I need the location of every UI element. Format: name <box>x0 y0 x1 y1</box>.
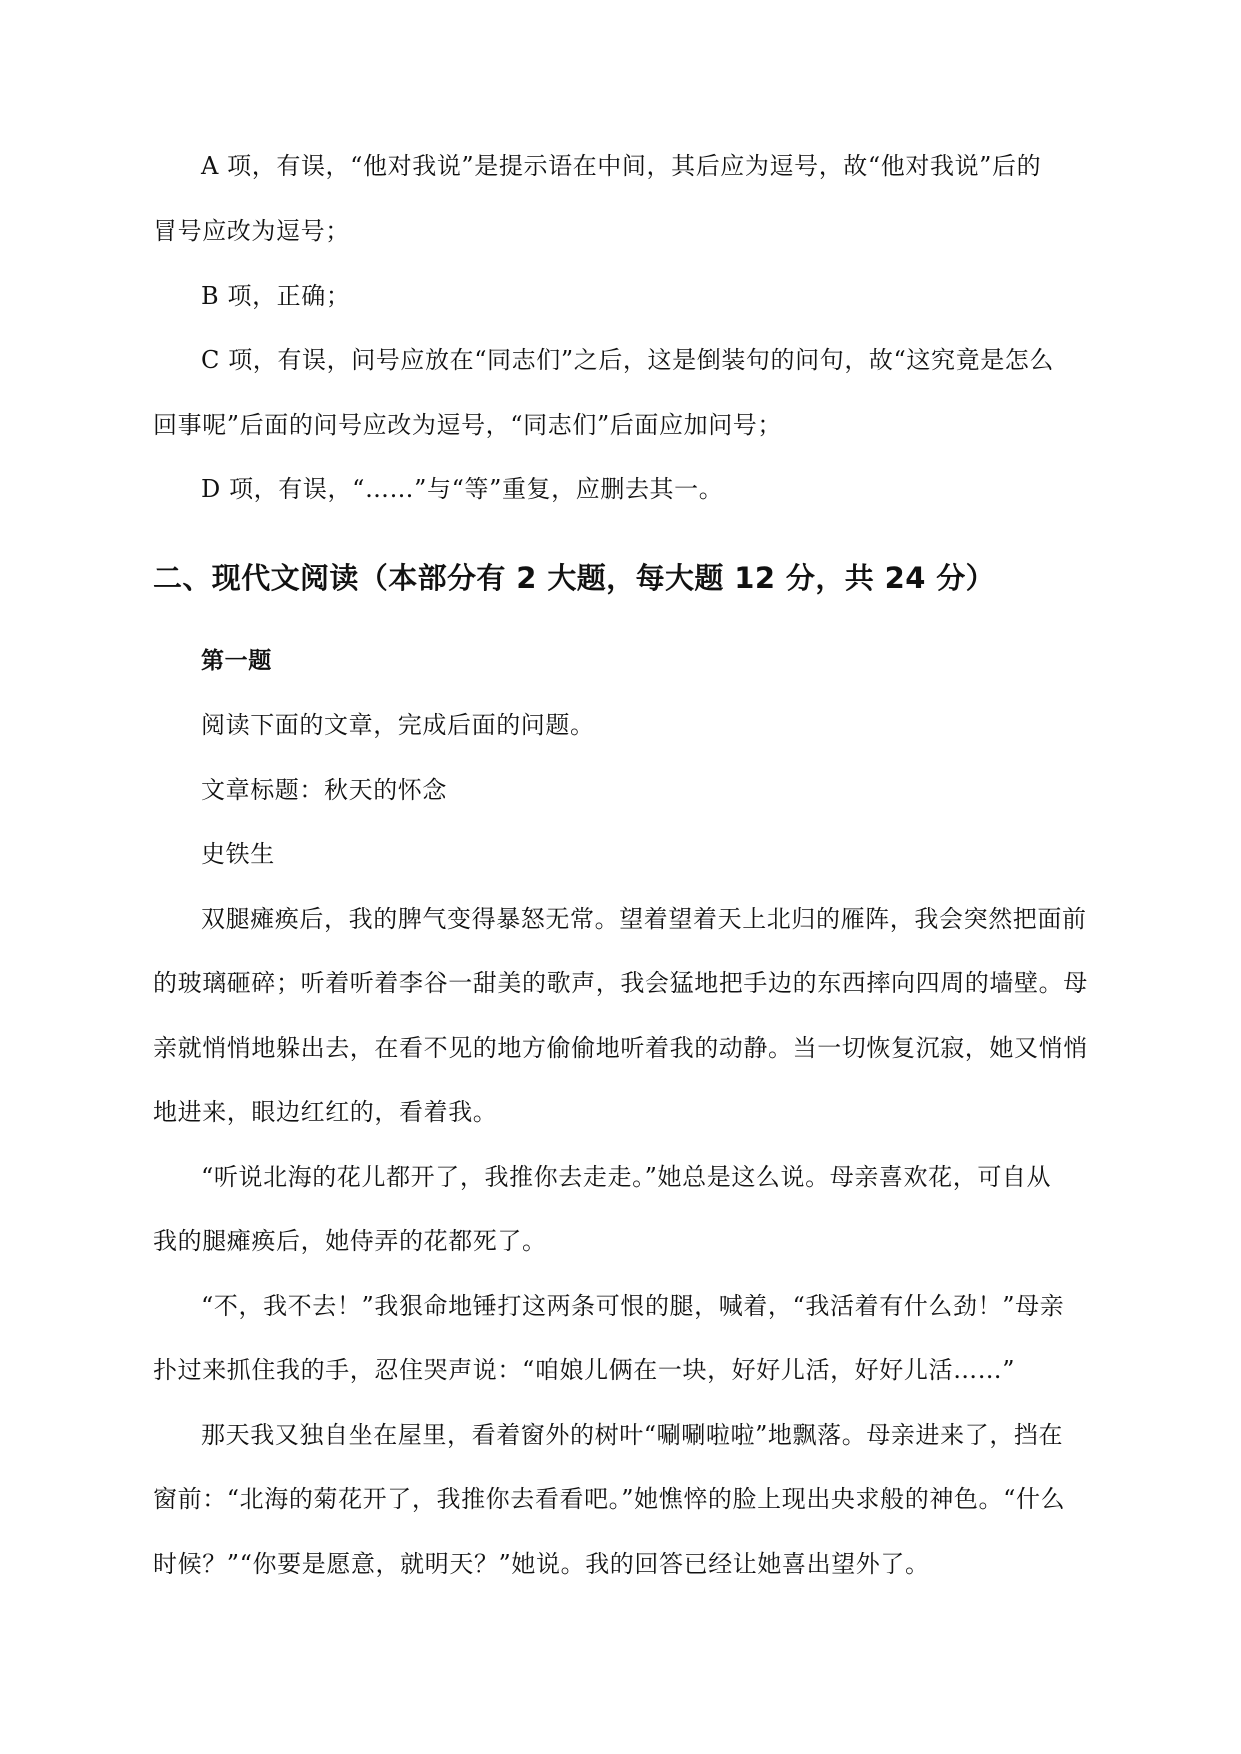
paragraph-4-line2: 窗前：“北海的菊花开了，我推你去看看吧。”她憔悴的脸上现出央求般的神色。“什么 <box>153 1485 1066 1513</box>
question-label: 第一题 <box>201 648 272 674</box>
analysis-option-a-line2: 冒号应改为逗号； <box>153 217 350 245</box>
paragraph-1-line4: 地进来，眼边红红的，看着我。 <box>153 1098 498 1126</box>
paragraph-1-line1: 双腿瘫痪后，我的脾气变得暴怒无常。望着望着天上北归的雁阵，我会突然把面前 <box>201 905 1087 933</box>
paragraph-3-line1: “不，我不去！”我狠命地锤打这两条可恨的腿，喊着，“我活着有什么劲！”母亲 <box>201 1292 1065 1320</box>
paragraph-3-line2: 扑过来抓住我的手，忍住哭声说：“咱娘儿俩在一块，好好儿活，好好儿活……” <box>153 1356 1016 1384</box>
paragraph-2-line2: 我的腿瘫痪后，她侍弄的花都死了。 <box>153 1227 547 1255</box>
article-author: 史铁生 <box>201 840 275 868</box>
paragraph-2-line1: “听说北海的花儿都开了，我推你去走走。”她总是这么说。母亲喜欢花，可自从 <box>201 1163 1052 1191</box>
article-title: 文章标题：秋天的怀念 <box>201 776 447 804</box>
analysis-option-d: D 项，有误，“……”与“等”重复，应删去其一。 <box>201 475 724 503</box>
section-heading: 二、现代文阅读（本部分有 2 大题，每大题 12 分，共 24 分） <box>153 561 996 595</box>
paragraph-4-line3: 时候？”“你要是愿意，就明天？”她说。我的回答已经让她喜出望外了。 <box>153 1550 930 1578</box>
analysis-option-b: B 项，正确； <box>201 282 351 310</box>
analysis-option-c-line2: 回事呢”后面的问号应改为逗号，“同志们”后面应加问号； <box>153 411 783 439</box>
paragraph-1-line3: 亲就悄悄地躲出去，在看不见的地方偷偷地听着我的动静。当一切恢复沉寂，她又悄悄 <box>153 1034 1088 1062</box>
paragraph-1-line2: 的玻璃砸碎；听着听着李谷一甜美的歌声，我会猛地把手边的东西摔向四周的墙壁。母 <box>153 969 1088 997</box>
analysis-option-c-line1: C 项，有误，问号应放在“同志们”之后，这是倒装句的问句，故“这究竟是怎么 <box>201 346 1054 374</box>
paragraph-4-line1: 那天我又独自坐在屋里，看着窗外的树叶“唰唰啦啦”地飘落。母亲进来了，挡在 <box>201 1421 1064 1449</box>
analysis-option-a-line1: A 项，有误，“他对我说”是提示语在中间，其后应为逗号，故“他对我说”后的 <box>201 152 1042 180</box>
reading-instruction: 阅读下面的文章，完成后面的问题。 <box>201 711 595 739</box>
